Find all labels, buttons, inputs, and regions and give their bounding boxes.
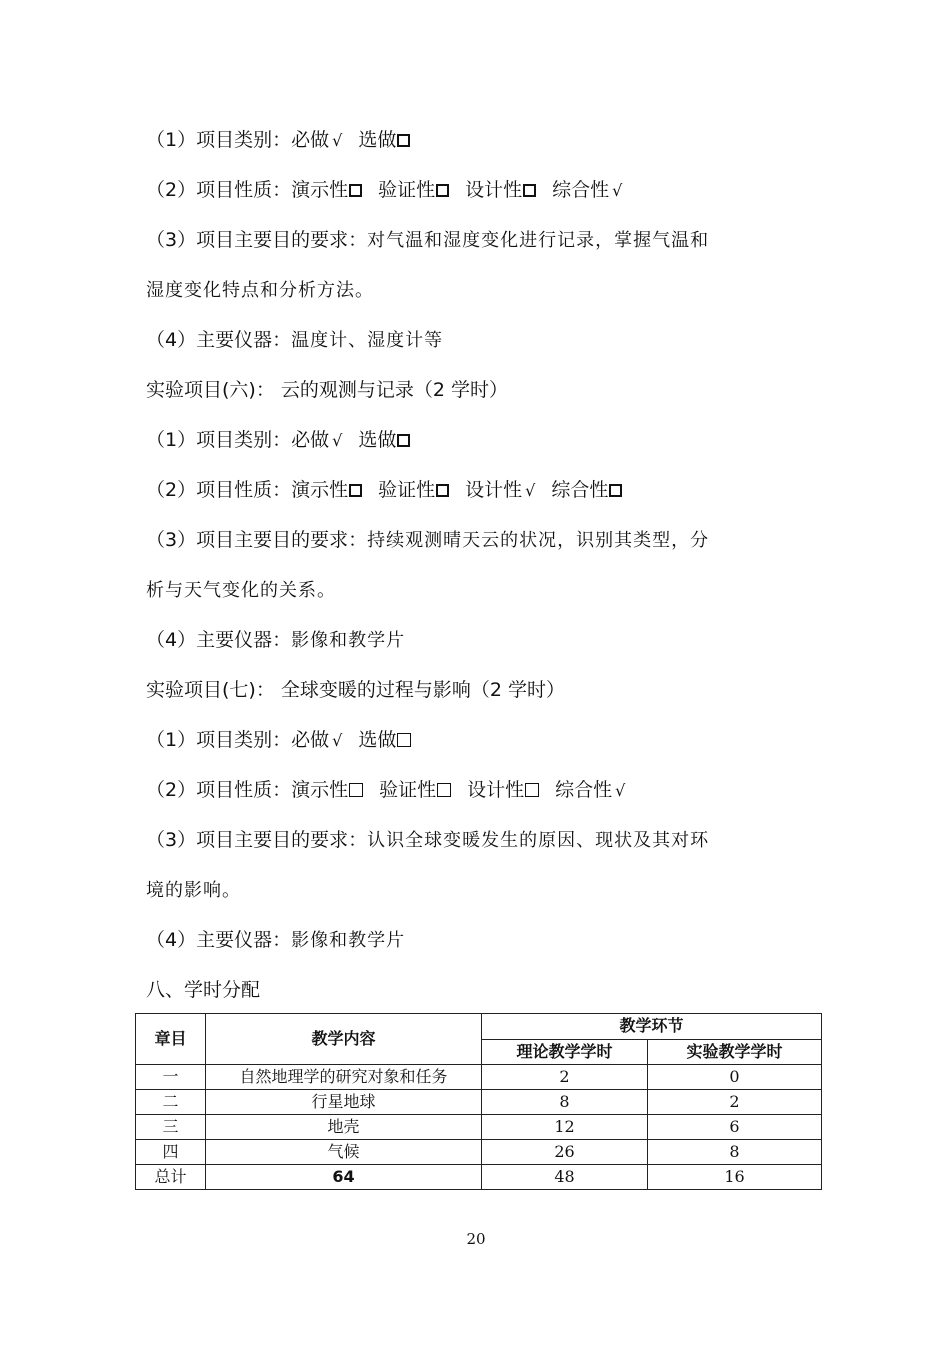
checkbox-empty-icon — [609, 484, 622, 497]
check-mark-icon: √ — [615, 781, 626, 800]
sec6-nature-line: （2）项目性质：演示性 验证性 设计性 √ 综合性 — [146, 477, 622, 504]
table-row: 二 行星地球 8 2 — [136, 1090, 822, 1115]
sec5-instrument-line: （4）主要仪器：温度计、湿度计等 — [146, 329, 444, 351]
checkbox-empty-icon — [397, 733, 411, 747]
header-teaching-links: 教学环节 — [482, 1014, 822, 1040]
checkbox-empty-icon — [436, 484, 449, 497]
checkbox-empty-icon — [349, 783, 363, 797]
check-mark-icon: √ — [612, 181, 623, 200]
header-lab-hours: 实验教学学时 — [648, 1039, 822, 1065]
checkbox-empty-icon — [523, 184, 536, 197]
section8-title: 八、学时分配 — [146, 979, 261, 1001]
sec5-requirement-line: （3）项目主要目的要求：对气温和湿度变化进行记录，掌握气温和 — [146, 229, 710, 251]
check-mark-icon: √ — [332, 731, 343, 750]
sec6-title: 实验项目(六)： 云的观测与记录（2 学时） — [146, 379, 508, 401]
header-content: 教学内容 — [206, 1014, 482, 1065]
sec6-instrument-line: （4）主要仪器：影像和教学片 — [146, 629, 406, 651]
sec7-instrument-line: （4）主要仪器：影像和教学片 — [146, 929, 406, 951]
checkbox-empty-icon — [397, 434, 410, 447]
sec7-nature-line: （2）项目性质：演示性 验证性 设计性 综合性 √ — [146, 779, 626, 801]
table-row: 一 自然地理学的研究对象和任务 2 0 — [136, 1065, 822, 1090]
check-mark-icon: √ — [332, 131, 343, 150]
checkbox-empty-icon — [437, 783, 451, 797]
header-theory-hours: 理论教学学时 — [482, 1039, 648, 1065]
check-mark-icon: √ — [332, 431, 343, 450]
sec6-requirement-line: （3）项目主要目的要求：持续观测晴天云的状况，识别其类型，分 — [146, 529, 710, 551]
table-row: 三 地壳 12 6 — [136, 1115, 822, 1140]
table-header-row — [136, 1014, 822, 1040]
sec6-category-line: （1）项目类别：必做 √ 选做 — [146, 427, 410, 454]
sec6-requirement-cont: 析与天气变化的关系。 — [146, 580, 336, 601]
check-mark-icon: √ — [525, 481, 536, 500]
required-option: 必做 √ — [291, 129, 343, 151]
checkbox-empty-icon — [397, 134, 410, 147]
checkbox-empty-icon — [349, 484, 362, 497]
sec5-nature-line: （2）项目性质：演示性 验证性 设计性 综合性 √ — [146, 179, 623, 201]
sec7-requirement-line: （3）项目主要目的要求：认识全球变暖发生的原因、现状及其对环 — [146, 829, 710, 851]
table-row: 四 气候 26 8 — [136, 1140, 822, 1165]
sec5-category-line: （1）项目类别：必做 √ 选做 — [146, 127, 410, 154]
page-number: 20 — [466, 1230, 486, 1248]
sec7-category-line: （1）项目类别：必做 √ 选做 — [146, 727, 411, 754]
checkbox-empty-icon — [349, 184, 362, 197]
hours-table — [135, 1013, 822, 1190]
sec7-requirement-cont: 境的影响。 — [146, 880, 241, 901]
header-chapter: 章目 — [136, 1014, 206, 1065]
table-total-row: 总计 64 48 16 — [136, 1165, 822, 1190]
checkbox-empty-icon — [436, 184, 449, 197]
sec7-title: 实验项目(七)： 全球变暖的过程与影响（2 学时） — [146, 679, 565, 701]
sec5-requirement-cont: 湿度变化特点和分析方法。 — [146, 280, 374, 301]
optional-option: 选做 — [358, 129, 410, 151]
checkbox-empty-icon — [525, 783, 539, 797]
